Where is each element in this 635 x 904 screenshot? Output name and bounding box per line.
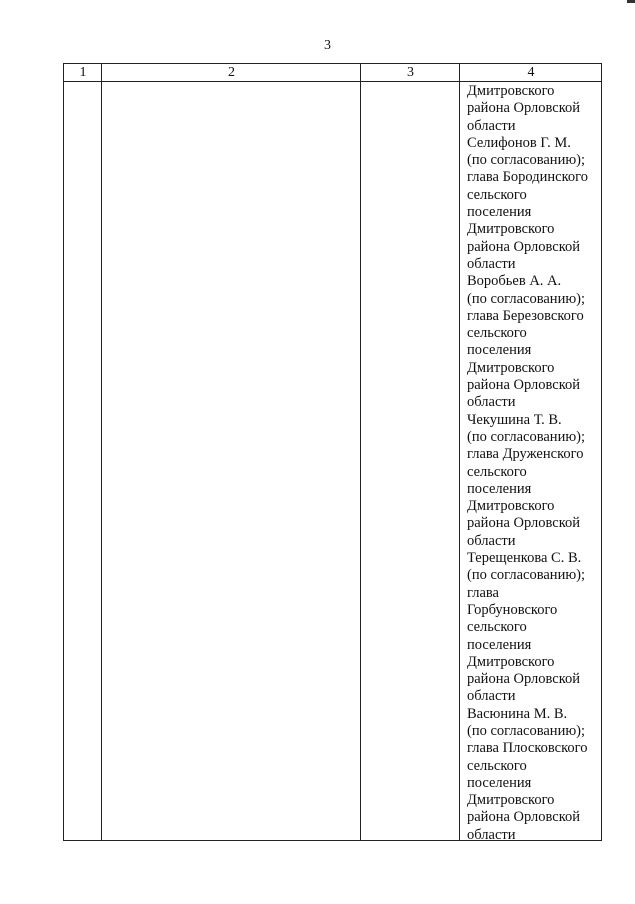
cell-text-line: поселения: [467, 204, 532, 221]
cell-text-line: области: [467, 394, 516, 411]
column-divider-2: [360, 64, 361, 840]
cell-text-line: Дмитровского: [467, 653, 555, 670]
cell-text-line: сельского: [467, 757, 527, 774]
cell-text-line: Воробьев А. А.: [467, 273, 562, 290]
cell-text-line: поселения: [467, 480, 532, 497]
cell-text-line: Дмитровского: [467, 359, 555, 376]
cell-text-line: глава Березовского: [467, 307, 584, 324]
cell-text-line: Дмитровского: [467, 498, 555, 515]
cell-text-line: Дмитровского: [467, 83, 555, 99]
cell-text-line: района Орловской: [467, 100, 581, 117]
cell-text-line: области: [467, 255, 516, 272]
cell-text-line: области: [467, 117, 516, 134]
cell-text-line: района Орловской: [467, 809, 581, 826]
cell-text-line: Дмитровского: [467, 792, 555, 809]
cell-text-line: глава Бородинского: [467, 169, 588, 186]
cell-text-line: (по согласованию);: [467, 567, 586, 584]
cell-text-line: глава Плосковского: [467, 740, 588, 757]
header-col-2: 2: [228, 65, 235, 80]
cell-text-line: (по согласованию);: [467, 290, 586, 307]
cell-text-line: сельского: [467, 186, 527, 203]
cell-text-line: области: [467, 688, 516, 705]
cell-text-line: поселения: [467, 342, 532, 359]
cell-text-line: района Орловской: [467, 377, 581, 394]
cell-text-line: (по согласованию);: [467, 722, 586, 739]
column-divider-1: [101, 64, 102, 840]
cell-text-line: Селифонов Г. М.: [467, 134, 571, 151]
header-col-3: 3: [407, 65, 414, 80]
cell-text-line: области: [467, 826, 516, 843]
document-table: [63, 63, 602, 841]
cell-text-line: (по согласованию);: [467, 428, 586, 445]
cell-text-line: сельского: [467, 463, 527, 480]
cell-text-line: Чекушина Т. В.: [467, 411, 562, 428]
cell-text-line: Васюнина М. В.: [467, 705, 568, 722]
cell-text-line: района Орловской: [467, 238, 581, 255]
header-col-1: 1: [79, 65, 87, 80]
cell-text-line: сельского: [467, 325, 527, 342]
cell-text-line: района Орловской: [467, 671, 581, 688]
cell-text-line: глава Друженского: [467, 446, 584, 463]
cell-text-line: Терещенкова С. В.: [467, 550, 582, 567]
cell-text-line: Горбуновского: [467, 601, 558, 618]
scan-edge-mark: [627, 0, 635, 3]
cell-text-line: глава: [467, 584, 499, 601]
cell-text-line: области: [467, 532, 516, 549]
header-col-4: 4: [527, 65, 535, 80]
cell-text-line: Дмитровского: [467, 221, 555, 238]
cell-text-line: (по согласованию);: [467, 152, 586, 169]
cell-text-line: района Орловской: [467, 515, 581, 532]
cell-text-line: поселения: [467, 774, 532, 791]
page-number: 3: [324, 38, 331, 53]
cell-text-line: сельского: [467, 619, 527, 636]
table-header-row: [64, 64, 601, 82]
cell-text-line: поселения: [467, 636, 532, 653]
column-divider-3: [459, 64, 460, 840]
column-4-cell: [467, 83, 603, 844]
